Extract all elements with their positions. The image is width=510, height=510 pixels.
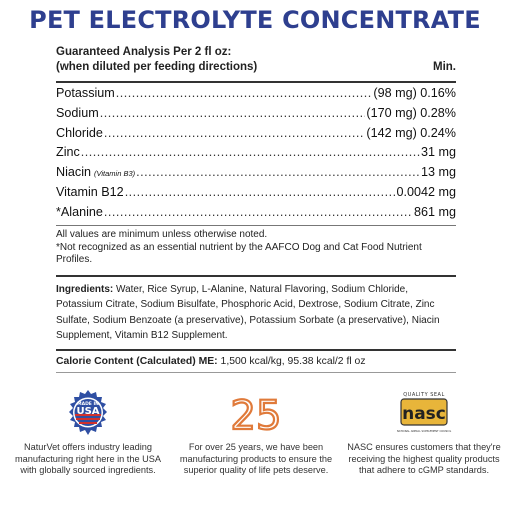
ingredients-text: Water, Rice Syrup, L-Alanine, Natural Flavoring, Sodium Chloride, Potassium Citrate, Sodium Bisulfate, Phosphoric Acid, Dextrose, Sodium Citrate, Zinc Sulfate, Sodium Benzoate (a preservative), Potassium Sorbate (a preservative), Niacin Supplement, Vitamin B12 Supplement. bbox=[56, 284, 440, 341]
25-text: 25 bbox=[231, 393, 281, 437]
page-title: PET ELECTROLYTE CONCENTRATE bbox=[29, 6, 481, 34]
nutrient-value: (98 mg) 0.16% bbox=[373, 86, 456, 100]
nutrient-name: Niacin bbox=[56, 165, 91, 180]
25-years-icon bbox=[231, 389, 281, 437]
note-aafco: *Not recognized as an essential nutrient by the AAFCO Dog and Cat Food Nutrient Profiles. bbox=[56, 241, 422, 265]
nutrient-value: (142 mg) 0.24% bbox=[366, 125, 456, 140]
nasc-quality-seal-icon bbox=[395, 389, 453, 437]
ga-heading-line1: Guaranteed Analysis Per 2 fl oz: bbox=[56, 46, 232, 58]
usa-text: USA bbox=[76, 406, 100, 417]
nutrient-name: Sodium bbox=[56, 105, 99, 120]
nutrient-name: Vitamin B12 bbox=[56, 184, 124, 199]
usa-description: NaturVet offers industry leading manufacturing right here in the USA with globally sourced ingredients. bbox=[14, 442, 162, 476]
analysis-notes bbox=[56, 229, 456, 267]
nutrient-name: Potassium bbox=[56, 86, 115, 100]
nutrient-value: 0.0042 mg bbox=[396, 184, 456, 199]
nutrient-row bbox=[56, 126, 456, 146]
leader-dots bbox=[81, 145, 420, 159]
note-minimum: All values are minimum unless otherwise noted. bbox=[56, 229, 268, 240]
leader-dots bbox=[104, 205, 413, 219]
divider-bottom bbox=[56, 372, 456, 373]
made-in-usa-badge bbox=[8, 389, 168, 477]
min-label: Min. bbox=[433, 61, 456, 73]
nutrient-row bbox=[56, 165, 456, 185]
25-years-badge bbox=[174, 389, 338, 477]
nutrient-value: 31 mg bbox=[420, 145, 456, 160]
leader-dots bbox=[104, 126, 365, 140]
nutrient-row bbox=[56, 86, 456, 106]
ga-heading-line2: (when diluted per feeding directions) bbox=[56, 61, 258, 73]
nasc-council-text: NATIONAL ANIMAL SUPPLEMENT COUNCIL bbox=[396, 430, 452, 433]
leader-dots bbox=[100, 106, 366, 120]
divider-thin bbox=[56, 225, 456, 226]
ingredients-label: Ingredients: bbox=[56, 284, 114, 295]
divider-top bbox=[56, 81, 456, 83]
calorie-content bbox=[56, 356, 456, 367]
quality-seal-text: QUALITY SEAL bbox=[403, 392, 445, 398]
nasc-text: nasc bbox=[402, 404, 446, 424]
nutrient-value: 13 mg bbox=[420, 165, 456, 180]
ingredients-block bbox=[56, 282, 456, 343]
divider-ingredients bbox=[56, 275, 456, 277]
nutrient-table bbox=[56, 86, 456, 225]
made-in-text: MADE IN bbox=[77, 402, 99, 407]
made-in-usa-icon bbox=[62, 389, 114, 437]
nutrient-name: Zinc bbox=[56, 145, 80, 160]
divider-calorie bbox=[56, 349, 456, 351]
calorie-text: 1,500 kcal/kg, 95.38 kcal/2 fl oz bbox=[220, 356, 366, 367]
leader-dots bbox=[116, 86, 373, 100]
nasc-badge bbox=[344, 389, 504, 477]
calorie-label: Calorie Content (Calculated) ME: bbox=[56, 356, 218, 367]
nasc-description: NASC ensures customers that they're receiving the highest quality products that adhere to cGMP standards. bbox=[347, 442, 501, 476]
nutrient-row bbox=[56, 106, 456, 126]
leader-dots bbox=[125, 185, 396, 199]
nutrient-row bbox=[56, 145, 456, 165]
nutrient-subname: (Vitamin B3) bbox=[94, 169, 136, 179]
guaranteed-analysis-heading bbox=[56, 45, 456, 75]
25-years-description: For over 25 years, we have been manufacturing products to ensure the superior quality of life pets deserve. bbox=[179, 442, 333, 476]
nutrient-value: 861 mg bbox=[413, 204, 456, 219]
nutrient-row bbox=[56, 185, 456, 205]
nutrient-name: Chloride bbox=[56, 125, 103, 140]
nutrient-value: (170 mg) 0.28% bbox=[366, 105, 456, 120]
nutrient-row bbox=[56, 205, 456, 225]
nutrient-name: *Alanine bbox=[56, 204, 103, 219]
leader-dots bbox=[136, 165, 420, 179]
